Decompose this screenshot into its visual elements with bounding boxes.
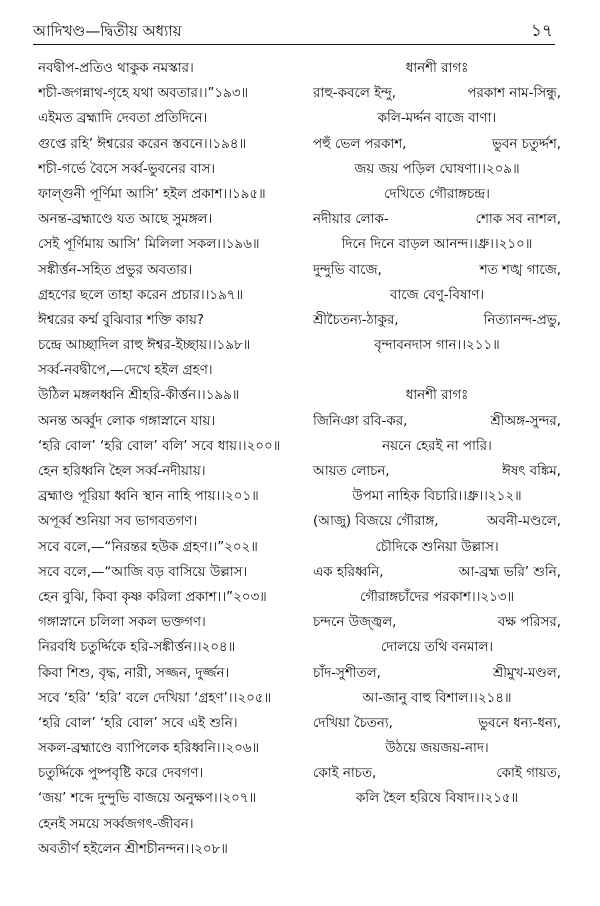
song-line: উঠয়ে জয়জয়-নাদ। bbox=[385, 741, 489, 757]
song-line bbox=[313, 459, 561, 484]
song-line bbox=[313, 132, 561, 157]
left-column-verses bbox=[38, 56, 313, 862]
song-line bbox=[313, 258, 561, 283]
song-line bbox=[313, 761, 561, 786]
song-heading: ধানশী রাগঃ bbox=[405, 388, 469, 404]
song-line-part-b: অবনী-মণ্ডলে, bbox=[486, 514, 561, 530]
verse-line: হেন হরিধ্বনি হৈল সর্ব্ব-নদীয়ায়। bbox=[38, 464, 206, 479]
verse-line: উঠিল মঙ্গলধ্বনি শ্রীহরি-কীর্ত্তন।।১৯৯॥ bbox=[38, 388, 240, 404]
verse-line: ঈশ্বরের কর্ম্ম বুঝিবার শক্তি কায়? bbox=[38, 312, 204, 328]
verse-line: ফাল্গুনী পূর্ণিমা আসি’ হইল প্রকাশ।।১৯৫॥ bbox=[38, 186, 266, 202]
song-line: কলি-মর্দ্দন বাজে বাণা। bbox=[377, 111, 497, 127]
verse-line: ‘হরি বোল’ ‘হরি বোল’ সবে এই শুনি। bbox=[38, 715, 238, 731]
verse-line: চতুর্দ্দিকে পুষ্পবৃষ্টি করে দেবগণ। bbox=[38, 766, 204, 782]
song-line-part-a: দেখিয়া চৈতন্য, bbox=[313, 715, 393, 731]
song-line-part-a: আয়ত লোচন, bbox=[313, 464, 390, 479]
verse-line: হেন বুঝি, কিবা কৃষ্ণ করিলা প্রকাশ।।”২০৩॥ bbox=[38, 589, 267, 605]
verse-line: গঙ্গাস্নানে চলিলা সকল ভক্তগণ। bbox=[38, 615, 206, 631]
song-line-part-b: ভুবনে ধন্য-ধন্য, bbox=[478, 715, 561, 731]
song-line: গৌরাঙ্গচাঁদের পরকাশ।।২১৩॥ bbox=[359, 589, 515, 605]
song-line bbox=[313, 661, 561, 686]
song-line bbox=[313, 409, 561, 434]
song-line-part-b: শ্রীঅঙ্গ-সুন্দর, bbox=[490, 413, 561, 429]
page-number: ১৭ bbox=[530, 21, 553, 41]
song-line: কলি হৈল হরিষে বিষাদ।।২১৫॥ bbox=[355, 791, 519, 807]
verse-line: সকল-ব্রহ্মাণ্ডে ব্যাপিলেক হরিধ্বনি।।২০৬॥ bbox=[38, 741, 260, 757]
song-line bbox=[313, 610, 561, 635]
song-line: আ-জানু বাহু বিশাল।।২১৪॥ bbox=[362, 690, 512, 706]
song-line: বাজে বেণু-বিষাণ। bbox=[389, 287, 485, 303]
verse-line: নবদ্বীপ-প্রতিও থাকুক নমস্কার। bbox=[38, 61, 194, 76]
verse-line: অবতীর্ণ হইলেন শ্রীশচীনন্দন।।২০৮॥ bbox=[38, 841, 228, 857]
song-line-part-b: শ্রীমুখ-মণ্ডল, bbox=[492, 665, 561, 681]
verse-line: কিবা শিশু, বৃদ্ধ, নারী, সজ্জন, দুর্জ্জন। bbox=[38, 665, 230, 681]
song-line: দোলয়ে তথি বনমাল। bbox=[380, 640, 494, 656]
verse-line: ‘হরি বোল’ ‘হরি বোল’ বলি’ সবে ধায়।।২০০॥ bbox=[38, 438, 281, 454]
song-line-part-b: নিত্যানন্দ-প্রভু, bbox=[483, 312, 561, 328]
song-line bbox=[313, 207, 561, 232]
song-line: চৌদিকে শুনিয়া উল্লাস। bbox=[375, 539, 499, 555]
song-line-part-a: কোই নাচত, bbox=[313, 766, 377, 782]
song-line-part-a: (আজু) বিজয়ে গৌরাঙ্গ, bbox=[313, 514, 439, 530]
song-line: দিনে দিনে বাড়ল আনন্দ।।ধ্রু।।২১০॥ bbox=[341, 237, 533, 253]
song-line bbox=[313, 509, 561, 534]
song-line-part-b: শোক সব নাশল, bbox=[475, 212, 561, 228]
song-heading: ধানশী রাগঃ bbox=[405, 61, 469, 76]
song-line: বৃন্দাবনদাস গান।।২১১॥ bbox=[374, 338, 500, 354]
song-line-part-a: রাহু-কবলে ইন্দু, bbox=[313, 86, 397, 102]
verse-line: ‘জয়’ শব্দে দুন্দুভি বাজয়ে অনুক্ষণ।।২০৭॥ bbox=[38, 791, 257, 807]
verse-line: ব্রহ্মাণ্ড পূরিয়া ধ্বনি স্থান নাহি পায়।।২০১॥ bbox=[38, 489, 259, 505]
song-line-part-a: জিনিঞা রবি-কর, bbox=[313, 413, 408, 429]
song-line-part-b: ঈষৎ বঙ্কিম, bbox=[502, 464, 561, 479]
verse-line: অনন্ত অর্ব্বুদ লোক গঙ্গাস্নানে যায়। bbox=[38, 413, 216, 429]
song-line-part-b: পরকাশ নাম-সিন্ধু, bbox=[467, 86, 561, 102]
song-line-part-a: নদীয়ার লোক- bbox=[313, 212, 389, 228]
verse-line: নিরবধি চতুর্দ্দিকে হরি-সঙ্কীর্ত্তন।।২০৪॥ bbox=[38, 640, 236, 656]
right-column-songs bbox=[313, 56, 561, 812]
song-line bbox=[313, 711, 561, 736]
verse-line: শচী-জগন্নাথ-গৃহে যথা অবতার।।”১৯৩॥ bbox=[38, 86, 249, 102]
verse-line: সবে বলে,—“নিরন্তর হউক গ্রহণ।।”২০২॥ bbox=[38, 539, 258, 555]
song-line-part-b: আ-ব্রহ্ম ভরি’ শুনি, bbox=[458, 564, 561, 580]
verse-line: অনন্ত-ব্রহ্মাণ্ডে যত আছে সুমঙ্গল। bbox=[38, 212, 213, 228]
song-line bbox=[313, 560, 561, 585]
verse-line: সর্ব্ব-নবদ্বীপে,—দেখে হইল গ্রহণ। bbox=[38, 363, 213, 379]
song-line bbox=[313, 81, 561, 106]
song-spacer bbox=[313, 358, 561, 383]
running-header bbox=[33, 12, 555, 45]
song-line-part-a: চাঁদ-সুশীতল, bbox=[313, 665, 381, 681]
song-line bbox=[313, 308, 561, 333]
song-line-part-a: পহুঁ ভেল পরকাশ, bbox=[313, 136, 407, 152]
song-line: নয়নে হেরই না পারি। bbox=[382, 438, 492, 454]
song-line-part-b: শত শঙ্খ গাজে, bbox=[479, 262, 561, 278]
song-line-part-a: দুন্দুভি বাজে, bbox=[313, 262, 382, 278]
song-line: উপমা নাহিক বিচারি।।ধ্রু।।২১২॥ bbox=[352, 489, 522, 505]
verse-line: এইমত ব্রহ্মাদি দেবতা প্রতিদিনে। bbox=[38, 111, 208, 127]
verse-line: চন্দ্রে আচ্ছাদিল রাহু ঈশ্বর-ইচ্ছায়।।১৯৮॥ bbox=[38, 338, 251, 354]
verse-line: গ্রহণের ছলে তাহা করেন প্রচার।।১৯৭॥ bbox=[38, 287, 244, 303]
song-line-part-a: চন্দনে উজ্জ্বল, bbox=[313, 615, 397, 631]
chapter-title: আদিখণ্ড—দ্বিতীয় অধ্যায় bbox=[33, 22, 182, 40]
song-line-part-b: ভুবন চতুর্দ্দশ, bbox=[491, 136, 561, 152]
song-line: দেখিতে গৌরাঙ্গচন্দ্র। bbox=[384, 186, 490, 202]
song-line-part-b: বক্ষ পরিসর, bbox=[497, 615, 561, 631]
song-line-part-a: এক হরিধ্বনি, bbox=[313, 564, 384, 580]
song-line: জয় জয় পড়িল ঘোষণা।।২০৯॥ bbox=[354, 161, 520, 177]
song-line-part-b: কোই গায়ত, bbox=[496, 766, 561, 782]
verse-line: গুপ্তে রহি’ ঈশ্বরের করেন স্তবনে।।১৯৪॥ bbox=[38, 136, 247, 152]
verse-line: শচী-গর্ভে বৈসে সর্ব্ব-ভুবনের বাস। bbox=[38, 161, 216, 177]
verse-line: হেনই সময়ে সর্ব্বজগৎ-জীবন। bbox=[38, 816, 194, 832]
song-line-part-a: শ্রীচৈতন্য-ঠাকুর, bbox=[313, 312, 399, 328]
verse-line: সঙ্কীর্ত্তন-সহিত প্রভুর অবতার। bbox=[38, 262, 193, 278]
verse-line: সবে ‘হরি’ ‘হরি’ বলে দেখিয়া ‘গ্রহণ’।।২০৫॥ bbox=[38, 690, 272, 706]
verse-line: সেই পূর্ণিমায় আসি’ মিলিলা সকল।।১৯৬॥ bbox=[38, 237, 260, 253]
verse-line: অপূর্ব্ব শুনিয়া সব ভাগবতগণ। bbox=[38, 514, 198, 530]
verse-line: সবে বলে,—“আজি বড় বাসিয়ে উল্লাস। bbox=[38, 564, 248, 580]
